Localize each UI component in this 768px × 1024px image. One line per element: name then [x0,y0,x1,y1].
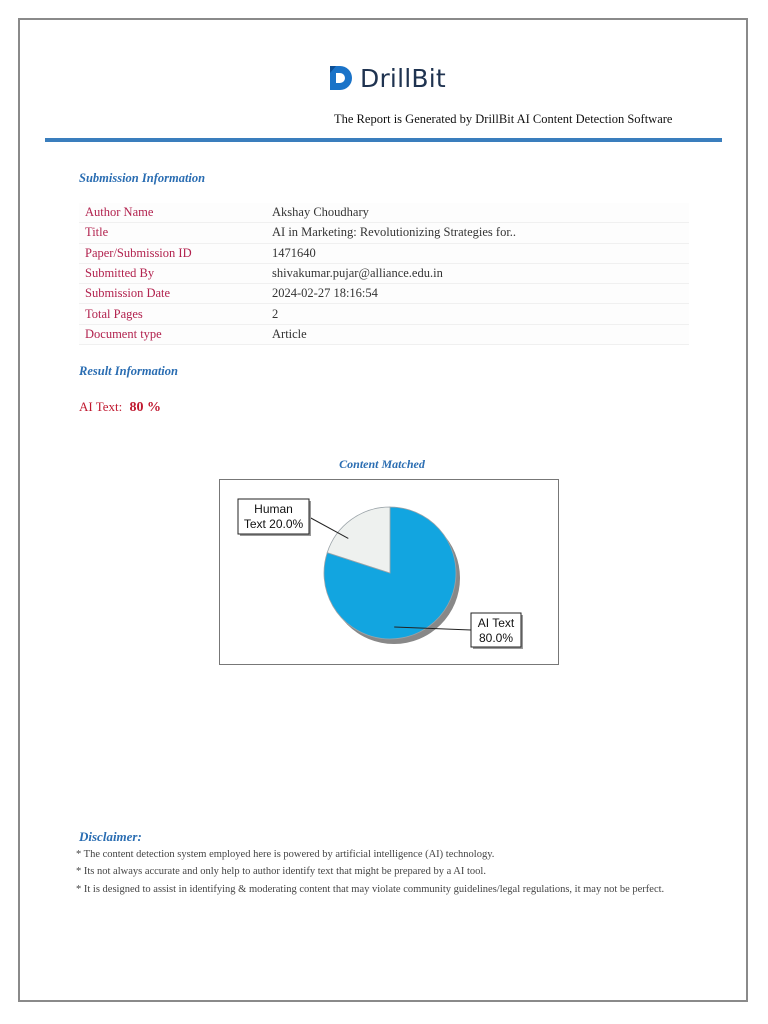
info-label: Submission Date [79,284,266,304]
info-row [79,203,689,223]
disclaimer-line: * It is designed to assist in identifying & moderating content that may violate community guidelines/legal regulations, it may not be perfect. [76,884,665,895]
info-row [79,263,689,283]
ai-text-value: 80 % [129,400,162,415]
chart-title: Content Matched [339,457,425,471]
info-value: 2024-02-27 18:16:54 [266,284,689,304]
info-value: Article [266,324,689,344]
ai-text-summary [79,399,161,416]
slice-label-line: AI Text [477,616,515,630]
disclaimer-heading: Disclaimer: [79,829,142,844]
slice-label-line: Text 20.0% [243,517,304,531]
info-row [79,223,689,243]
info-label: Title [79,223,266,243]
info-label: Paper/Submission ID [79,243,266,263]
drillbit-logo [326,62,446,94]
slice-label-line: Human [254,502,293,516]
slice-label-line: 80.0% [478,631,514,645]
info-row [79,284,689,304]
info-value: Akshay Choudhary [266,203,689,223]
info-row [79,304,689,324]
content-matched-chart [219,479,559,665]
info-label: Total Pages [79,304,266,324]
pie-chart [220,480,558,664]
info-label: Document type [79,324,266,344]
info-value: 2 [266,304,689,324]
disclaimer-line: * The content detection system employed here is powered by artificial intelligence (AI) technology. [76,849,495,860]
result-heading: Result Information [79,364,178,378]
info-value: shivakumar.pujar@alliance.edu.in [266,263,689,283]
disclaimer-line: * Its not always accurate and only help to author identify text that might be prepared by a AI tool. [76,866,486,877]
logo-text: DrillBit [360,63,446,93]
submission-heading: Submission Information [79,171,206,185]
info-row [79,243,689,263]
info-label: Author Name [79,203,266,223]
info-row [79,324,689,344]
info-label: Submitted By [79,263,266,283]
drillbit-logo-icon [326,64,354,92]
header-divider [45,138,722,142]
ai-text-label: AI Text: [79,399,123,414]
info-value: AI in Marketing: Revolutionizing Strategies for.. [266,223,689,243]
report-generated-line: The Report is Generated by DrillBit AI Content Detection Software [334,112,673,126]
info-value: 1471640 [266,243,689,263]
submission-table [79,203,689,345]
